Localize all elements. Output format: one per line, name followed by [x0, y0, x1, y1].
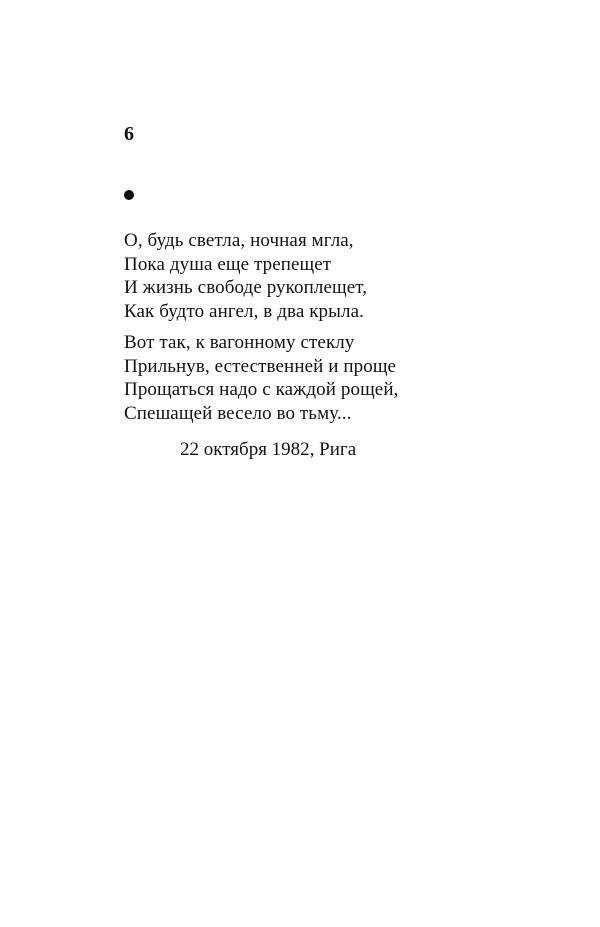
poem-stanza-1 — [124, 229, 367, 323]
poem-date-place: 22 октября 1982, Рига — [180, 439, 357, 460]
poem-line: Вот так, к вагонному стеклу — [124, 332, 355, 353]
poem-line: Как будто ангел, в два крыла. — [124, 300, 364, 322]
page-number: 6 — [124, 123, 134, 145]
poem-line: Спешащей весело во тьму... — [124, 402, 352, 424]
poem-stanza-2 — [124, 331, 398, 425]
poem-line: О, будь светла, ночная мгла, — [124, 230, 354, 251]
poem-line: Пока душа еще трепещет — [124, 253, 332, 275]
poem-line: И жизнь свободе рукоплещет, — [124, 277, 368, 298]
bullet-separator — [124, 190, 134, 200]
poem-line: Прощаться надо с каждой рощей, — [124, 379, 399, 400]
poem-line: Прильнув, естественней и проще — [124, 355, 397, 377]
